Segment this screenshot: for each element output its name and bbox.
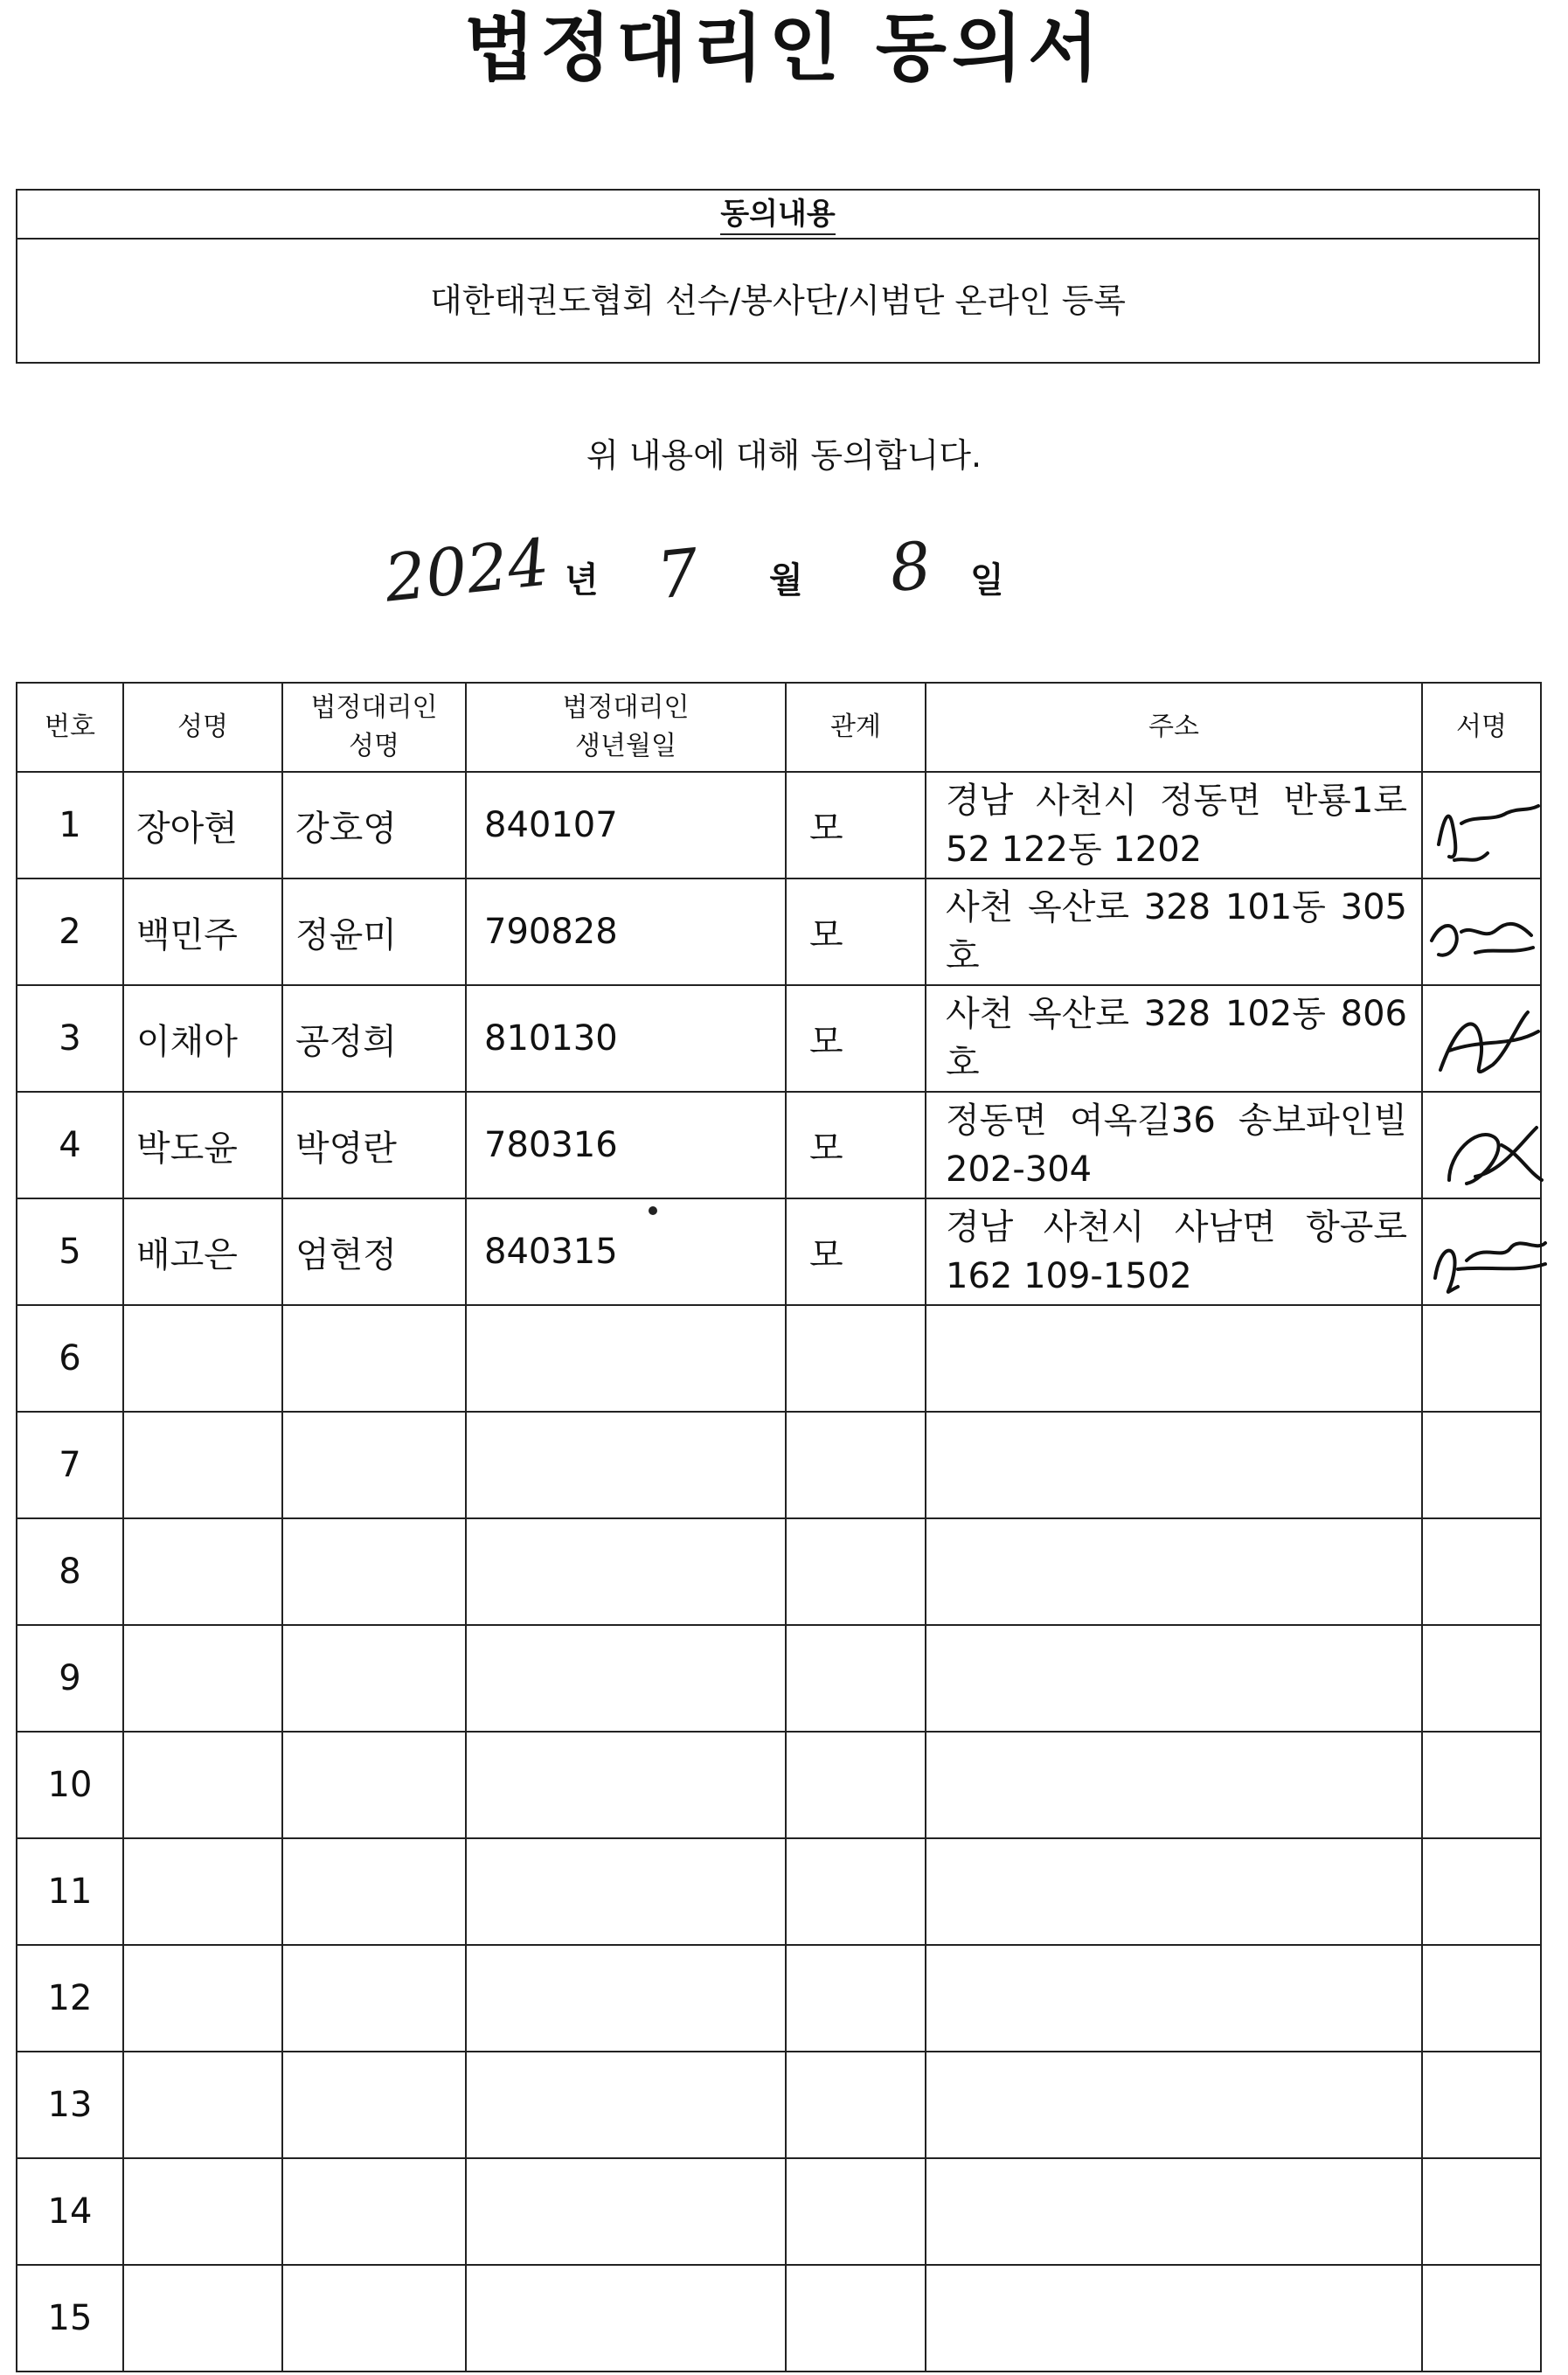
table-header-row <box>17 683 1541 772</box>
row-address <box>926 1732 1422 1838</box>
row-name <box>123 1305 282 1412</box>
row-guardian-name <box>282 1838 466 1945</box>
header-guardian-name: 법정대리인 성명 <box>282 683 466 772</box>
row-signature-cell <box>1422 1732 1541 1838</box>
date-year-handwritten: 2024 <box>381 524 553 617</box>
row-name <box>123 1945 282 2052</box>
row-number: 4 <box>17 1092 123 1198</box>
row-guardian-name <box>282 1412 466 1518</box>
row-relation: 모 <box>786 878 926 985</box>
row-address <box>926 1625 1422 1732</box>
row-number: 7 <box>17 1412 123 1518</box>
row-signature-cell <box>1422 985 1541 1092</box>
row-number: 10 <box>17 1732 123 1838</box>
row-name: 장아현 <box>123 772 282 878</box>
row-number: 11 <box>17 1838 123 1945</box>
row-number: 3 <box>17 985 123 1092</box>
row-relation: 모 <box>786 772 926 878</box>
row-signature-cell <box>1422 878 1541 985</box>
row-name <box>123 2052 282 2158</box>
row-relation <box>786 1625 926 1732</box>
table-row <box>17 2052 1541 2158</box>
row-guardian-name: 박영란 <box>282 1092 466 1198</box>
row-guardian-birth <box>466 2052 786 2158</box>
handwritten-signature <box>1423 773 1554 878</box>
row-number: 9 <box>17 1625 123 1732</box>
row-address: 경남 사천시 사남면 항공로 162 109-1502 <box>926 1198 1422 1305</box>
date-line <box>0 524 1568 629</box>
date-day-handwritten: 8 <box>885 527 935 608</box>
row-number: 13 <box>17 2052 123 2158</box>
row-guardian-name: 공정희 <box>282 985 466 1092</box>
row-relation <box>786 1412 926 1518</box>
row-address <box>926 2265 1422 2372</box>
row-signature-cell <box>1422 1412 1541 1518</box>
row-name <box>123 1518 282 1625</box>
row-relation <box>786 1838 926 1945</box>
row-number: 14 <box>17 2158 123 2265</box>
row-guardian-name <box>282 1945 466 2052</box>
row-signature-cell <box>1422 1198 1541 1305</box>
row-guardian-birth <box>466 2265 786 2372</box>
table-row <box>17 1305 1541 1412</box>
consent-header: 동의내용 <box>17 191 1538 240</box>
row-guardian-birth: 810130 <box>466 985 786 1092</box>
table-row <box>17 2158 1541 2265</box>
table-row <box>17 1198 1541 1305</box>
row-guardian-name: 강호영 <box>282 772 466 878</box>
handwritten-signature <box>1423 986 1554 1091</box>
signature-stroke <box>1435 1243 1545 1292</box>
table-row <box>17 985 1541 1092</box>
date-year-unit: 년 <box>565 560 599 601</box>
row-address <box>926 2158 1422 2265</box>
row-number: 6 <box>17 1305 123 1412</box>
row-guardian-name <box>282 2265 466 2372</box>
row-name: 배고은 <box>123 1198 282 1305</box>
document-title: 법정대리인 동의서 <box>463 5 1105 91</box>
date-month-unit: 월 <box>769 560 803 601</box>
row-signature-cell <box>1422 772 1541 878</box>
row-number: 5 <box>17 1198 123 1305</box>
scan-speck <box>649 1206 657 1215</box>
row-guardian-name: 엄현정 <box>282 1198 466 1305</box>
row-address <box>926 1518 1422 1625</box>
row-relation: 모 <box>786 985 926 1092</box>
row-guardian-birth: 780316 <box>466 1092 786 1198</box>
row-relation: 모 <box>786 1092 926 1198</box>
row-guardian-birth <box>466 1625 786 1732</box>
row-signature-cell <box>1422 2052 1541 2158</box>
row-address <box>926 1305 1422 1412</box>
row-relation <box>786 1732 926 1838</box>
row-guardian-birth <box>466 1518 786 1625</box>
table-row <box>17 878 1541 985</box>
row-signature-cell <box>1422 1305 1541 1412</box>
row-number: 12 <box>17 1945 123 2052</box>
row-guardian-birth <box>466 2158 786 2265</box>
table-row <box>17 2265 1541 2372</box>
table-row <box>17 1092 1541 1198</box>
row-relation <box>786 1305 926 1412</box>
signature-stroke <box>1432 924 1533 955</box>
signature-stroke <box>1440 1012 1538 1072</box>
header-address: 주소 <box>926 683 1422 772</box>
handwritten-signature <box>1423 1199 1554 1304</box>
row-name <box>123 1412 282 1518</box>
header-signature: 서명 <box>1422 683 1541 772</box>
row-guardian-birth <box>466 1412 786 1518</box>
agree-statement: 위 내용에 대해 동의합니다. <box>586 436 982 475</box>
row-relation <box>786 2052 926 2158</box>
row-guardian-birth: 840107 <box>466 772 786 878</box>
row-number: 2 <box>17 878 123 985</box>
row-name: 박도윤 <box>123 1092 282 1198</box>
row-signature-cell <box>1422 1625 1541 1732</box>
table-row <box>17 772 1541 878</box>
row-guardian-name <box>282 1305 466 1412</box>
row-relation: 모 <box>786 1198 926 1305</box>
row-guardian-birth <box>466 1838 786 1945</box>
row-guardian-name <box>282 2158 466 2265</box>
row-guardian-name <box>282 2052 466 2158</box>
row-number: 8 <box>17 1518 123 1625</box>
row-name: 백민주 <box>123 878 282 985</box>
row-name <box>123 1732 282 1838</box>
row-number: 15 <box>17 2265 123 2372</box>
row-signature-cell <box>1422 1945 1541 2052</box>
date-day-unit: 일 <box>970 560 1004 601</box>
row-name <box>123 1625 282 1732</box>
row-signature-cell <box>1422 1518 1541 1625</box>
row-address <box>926 1838 1422 1945</box>
handwritten-signature <box>1423 1093 1554 1198</box>
row-signature-cell <box>1422 1092 1541 1198</box>
header-name: 성명 <box>123 683 282 772</box>
table-row <box>17 1625 1541 1732</box>
row-guardian-name <box>282 1732 466 1838</box>
row-name <box>123 2158 282 2265</box>
table-row <box>17 1945 1541 2052</box>
row-guardian-birth: 840315 <box>466 1198 786 1305</box>
row-guardian-birth <box>466 1305 786 1412</box>
row-guardian-name <box>282 1625 466 1732</box>
row-guardian-birth <box>466 1732 786 1838</box>
row-address: 사천 옥산로 328 101동 305호 <box>926 878 1422 985</box>
header-guardian-birth: 법정대리인 생년월일 <box>466 683 786 772</box>
table-body <box>17 772 1541 2372</box>
table-row <box>17 1518 1541 1625</box>
row-address <box>926 1945 1422 2052</box>
row-signature-cell <box>1422 1838 1541 1945</box>
table-row <box>17 1732 1541 1838</box>
row-relation <box>786 1518 926 1625</box>
row-guardian-name: 정윤미 <box>282 878 466 985</box>
row-guardian-name <box>282 1518 466 1625</box>
row-number: 1 <box>17 772 123 878</box>
row-guardian-birth: 790828 <box>466 878 786 985</box>
handwritten-signature <box>1423 879 1554 984</box>
row-address: 경남 사천시 정동면 반룡1로 52 122동 1202 <box>926 772 1422 878</box>
signature-stroke <box>1439 806 1538 860</box>
signature-stroke <box>1449 1128 1542 1184</box>
consent-box <box>16 189 1540 364</box>
row-relation <box>786 2158 926 2265</box>
row-name <box>123 1838 282 1945</box>
date-month-handwritten: 7 <box>653 534 703 615</box>
header-relation: 관계 <box>786 683 926 772</box>
table-row <box>17 1838 1541 1945</box>
row-address <box>926 2052 1422 2158</box>
row-relation <box>786 2265 926 2372</box>
row-signature-cell <box>1422 2158 1541 2265</box>
row-relation <box>786 1945 926 2052</box>
row-guardian-birth <box>466 1945 786 2052</box>
table-row <box>17 1412 1541 1518</box>
consent-content: 대한태권도협회 선수/봉사단/시범단 온라인 등록 <box>429 281 1126 320</box>
guardian-table <box>16 682 1542 2372</box>
row-address <box>926 1412 1422 1518</box>
row-address: 정동면 여옥길36 송보파인빌 202-304 <box>926 1092 1422 1198</box>
header-number: 번호 <box>17 683 123 772</box>
row-name: 이채아 <box>123 985 282 1092</box>
row-signature-cell <box>1422 2265 1541 2372</box>
row-name <box>123 2265 282 2372</box>
row-address: 사천 옥산로 328 102동 806호 <box>926 985 1422 1092</box>
